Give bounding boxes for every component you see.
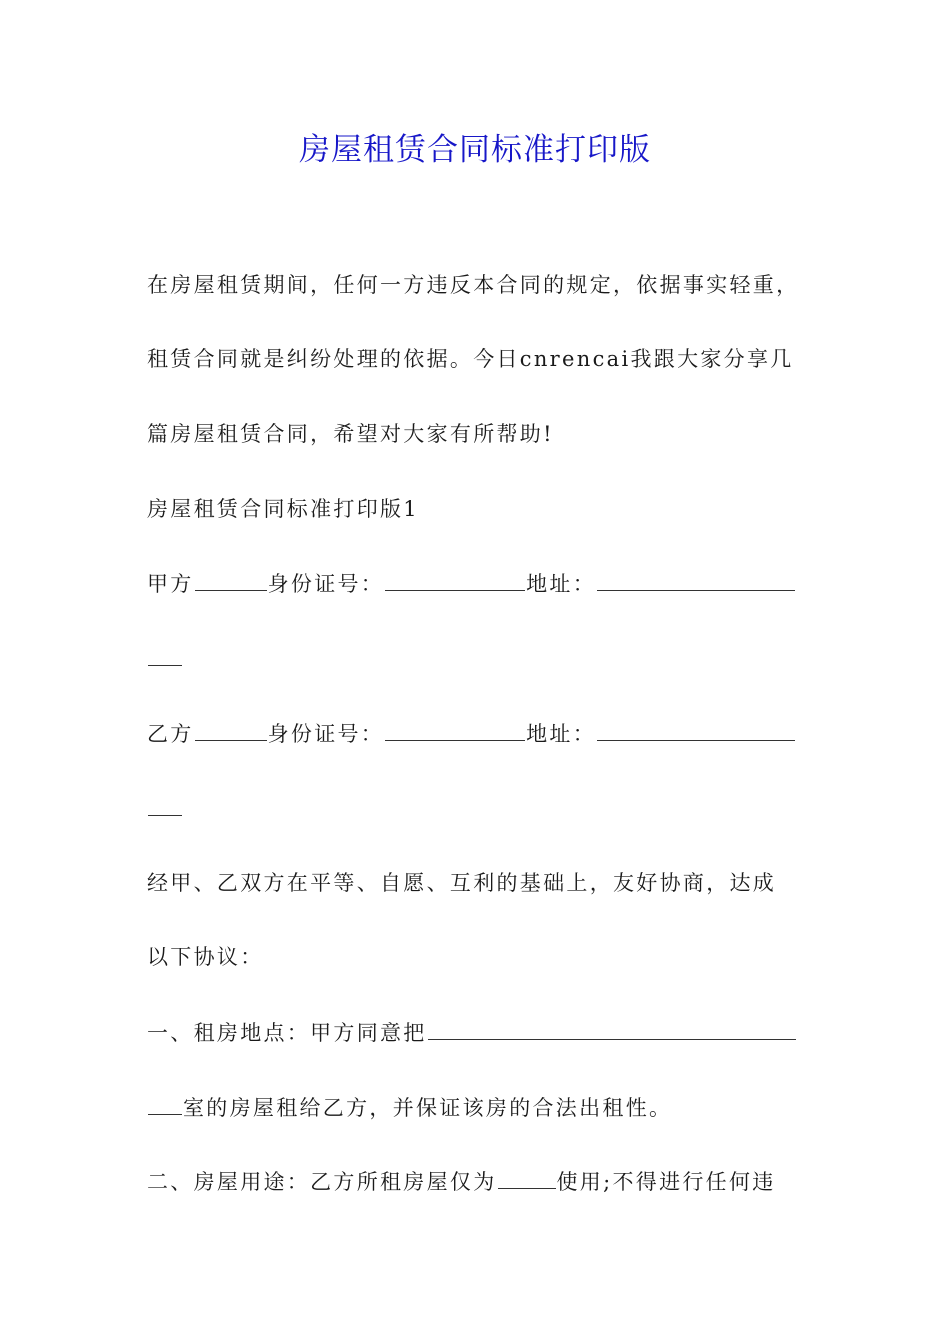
party-b-id-blank — [385, 718, 525, 741]
intro-line-2: 租赁合同就是纠纷处理的依据。今日cnrencai我跟大家分享几 — [147, 347, 794, 371]
party-a-address-label: 地址： — [526, 572, 597, 596]
agreement-line-2: 以下协议： — [147, 945, 264, 969]
clause-2-suffix: 使用;不得进行任何违 — [556, 1170, 776, 1194]
section-heading: 房屋租赁合同标准打印版1 — [147, 497, 419, 521]
party-a-address-blank — [597, 568, 795, 591]
clause-1-suffix: 室的房屋租给乙方，并保证该房的合法出租性。 — [183, 1096, 673, 1120]
party-a-line — [147, 568, 817, 599]
clause-1-room-blank — [148, 1092, 182, 1115]
party-b-line — [147, 718, 817, 749]
party-a-address-continuation — [147, 643, 817, 674]
clause-2-use-blank — [498, 1166, 556, 1189]
intro-line-3: 篇房屋租赁合同，希望对大家有所帮助! — [147, 422, 554, 446]
party-a-address-blank-cont — [148, 643, 182, 666]
clause-1-line-2 — [147, 1092, 817, 1123]
clause-2-line-1 — [147, 1166, 817, 1197]
party-b-address-label: 地址： — [526, 722, 597, 746]
clause-1-prefix: 一、租房地点：甲方同意把 — [147, 1021, 427, 1045]
clause-2-prefix: 二、房屋用途：乙方所租房屋仅为 — [147, 1170, 497, 1194]
clause-1-location-blank — [428, 1017, 796, 1040]
party-b-address-continuation — [147, 793, 817, 824]
party-b-id-label: 身份证号： — [267, 722, 385, 746]
party-a-id-blank — [385, 568, 525, 591]
party-b-name-blank — [195, 718, 267, 741]
intro-line-1: 在房屋租赁期间，任何一方违反本合同的规定，依据事实轻重， — [147, 273, 800, 297]
clause-1-line-1 — [147, 1017, 817, 1048]
document-title: 房屋租赁合同标准打印版 — [299, 132, 651, 168]
party-b-label: 乙方 — [147, 722, 194, 746]
party-b-address-blank-cont — [148, 793, 182, 816]
party-a-label: 甲方 — [147, 572, 194, 596]
party-a-name-blank — [195, 568, 267, 591]
party-a-id-label: 身份证号： — [267, 572, 385, 596]
agreement-line-1: 经甲、乙双方在平等、自愿、互利的基础上，友好协商，达成 — [147, 871, 777, 895]
party-b-address-blank — [597, 718, 795, 741]
